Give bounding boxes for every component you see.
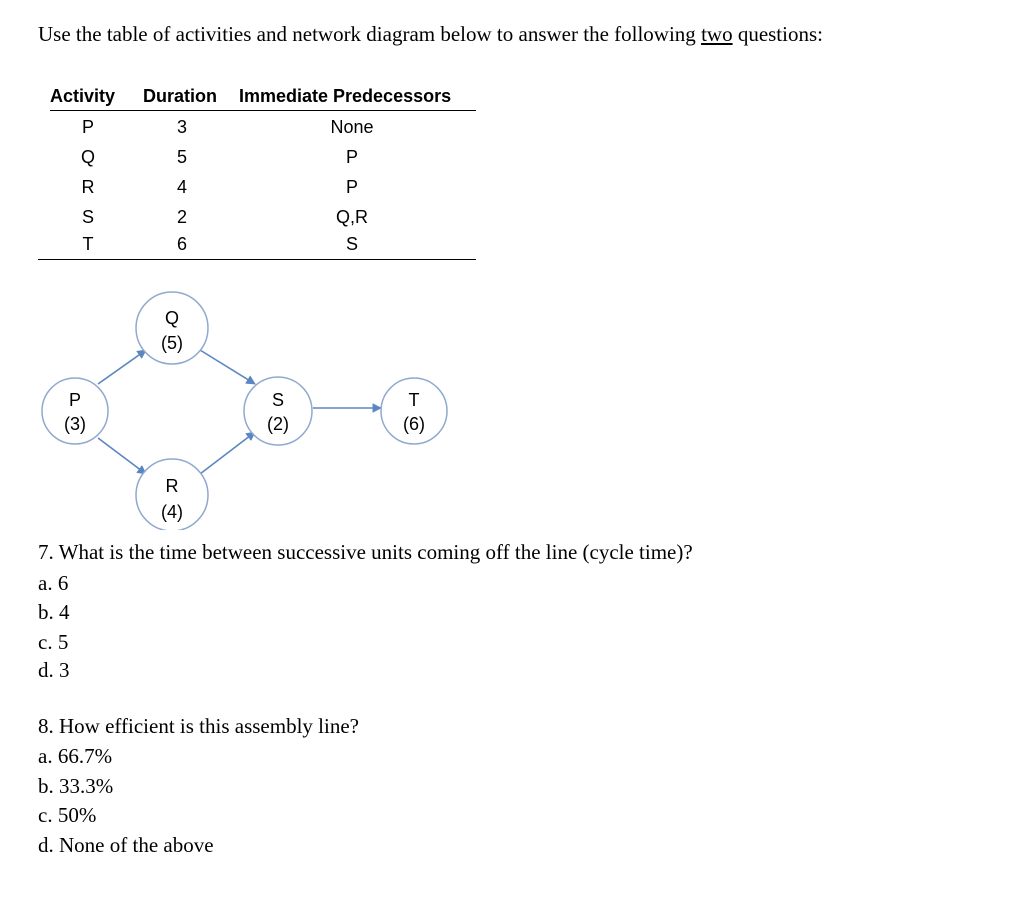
cell-activity: T <box>82 234 94 254</box>
node-r <box>136 459 208 530</box>
cell-activity: S <box>81 207 95 227</box>
question-8-option-a: a. 66.7% <box>38 744 113 768</box>
header-predecessors: Immediate Predecessors <box>239 86 452 106</box>
node-s-duration: (2) <box>267 414 289 434</box>
cell-predecessors: P <box>345 147 359 167</box>
cell-activity: Q <box>80 147 96 167</box>
edge-p-q <box>98 350 146 384</box>
cell-predecessors: P <box>345 177 359 197</box>
node-q <box>136 292 208 364</box>
cell-activity: P <box>81 117 95 137</box>
node-r-duration: (4) <box>161 502 183 522</box>
node-q-duration: (5) <box>161 333 183 353</box>
edge-q-s <box>200 350 255 384</box>
intro-text-after: questions: <box>732 22 823 46</box>
question-7-text: 7. What is the time between successive units coming off the line (cycle time)? <box>38 540 693 564</box>
edge-p-r <box>98 438 146 474</box>
network-diagram <box>0 290 480 530</box>
cell-duration: 2 <box>176 207 188 227</box>
cell-duration: 6 <box>176 234 188 254</box>
node-q-label: Q <box>164 308 180 328</box>
header-activity: Activity <box>50 86 116 106</box>
table-top-rule <box>50 110 476 111</box>
node-t-label: T <box>408 390 420 410</box>
header-duration: Duration <box>143 86 217 106</box>
question-8-text: 8. How efficient is this assembly line? <box>38 714 359 738</box>
cell-duration: 4 <box>176 177 188 197</box>
cell-predecessors: S <box>345 234 359 254</box>
cell-duration: 5 <box>176 147 188 167</box>
question-7-option-c: c. 5 <box>38 630 69 654</box>
question-8-option-c: c. 50% <box>38 803 97 827</box>
cell-duration: 3 <box>176 117 188 137</box>
intro-underlined-word: two <box>701 22 733 46</box>
cell-predecessors: None <box>330 117 374 137</box>
cell-predecessors: Q,R <box>335 207 369 227</box>
question-7-option-a: a. 6 <box>38 571 69 595</box>
intro-text <box>38 22 823 47</box>
question-8-option-d: d. None of the above <box>38 833 214 857</box>
node-s-label: S <box>271 390 285 410</box>
question-7-option-d: d. 3 <box>38 658 70 682</box>
node-s <box>244 377 312 445</box>
table-bottom-rule <box>38 259 476 260</box>
edge-r-s <box>200 432 255 474</box>
node-t <box>381 378 447 444</box>
node-t-duration: (6) <box>403 414 425 434</box>
node-r-label: R <box>165 476 179 496</box>
node-p-label: P <box>68 390 82 410</box>
node-p <box>42 378 108 444</box>
question-7-option-b: b. 4 <box>38 600 70 624</box>
intro-text-before: Use the table of activities and network diagram below to answer the following <box>38 22 702 46</box>
question-8-option-b: b. 33.3% <box>38 774 114 798</box>
cell-activity: R <box>81 177 95 197</box>
node-p-duration: (3) <box>64 414 86 434</box>
